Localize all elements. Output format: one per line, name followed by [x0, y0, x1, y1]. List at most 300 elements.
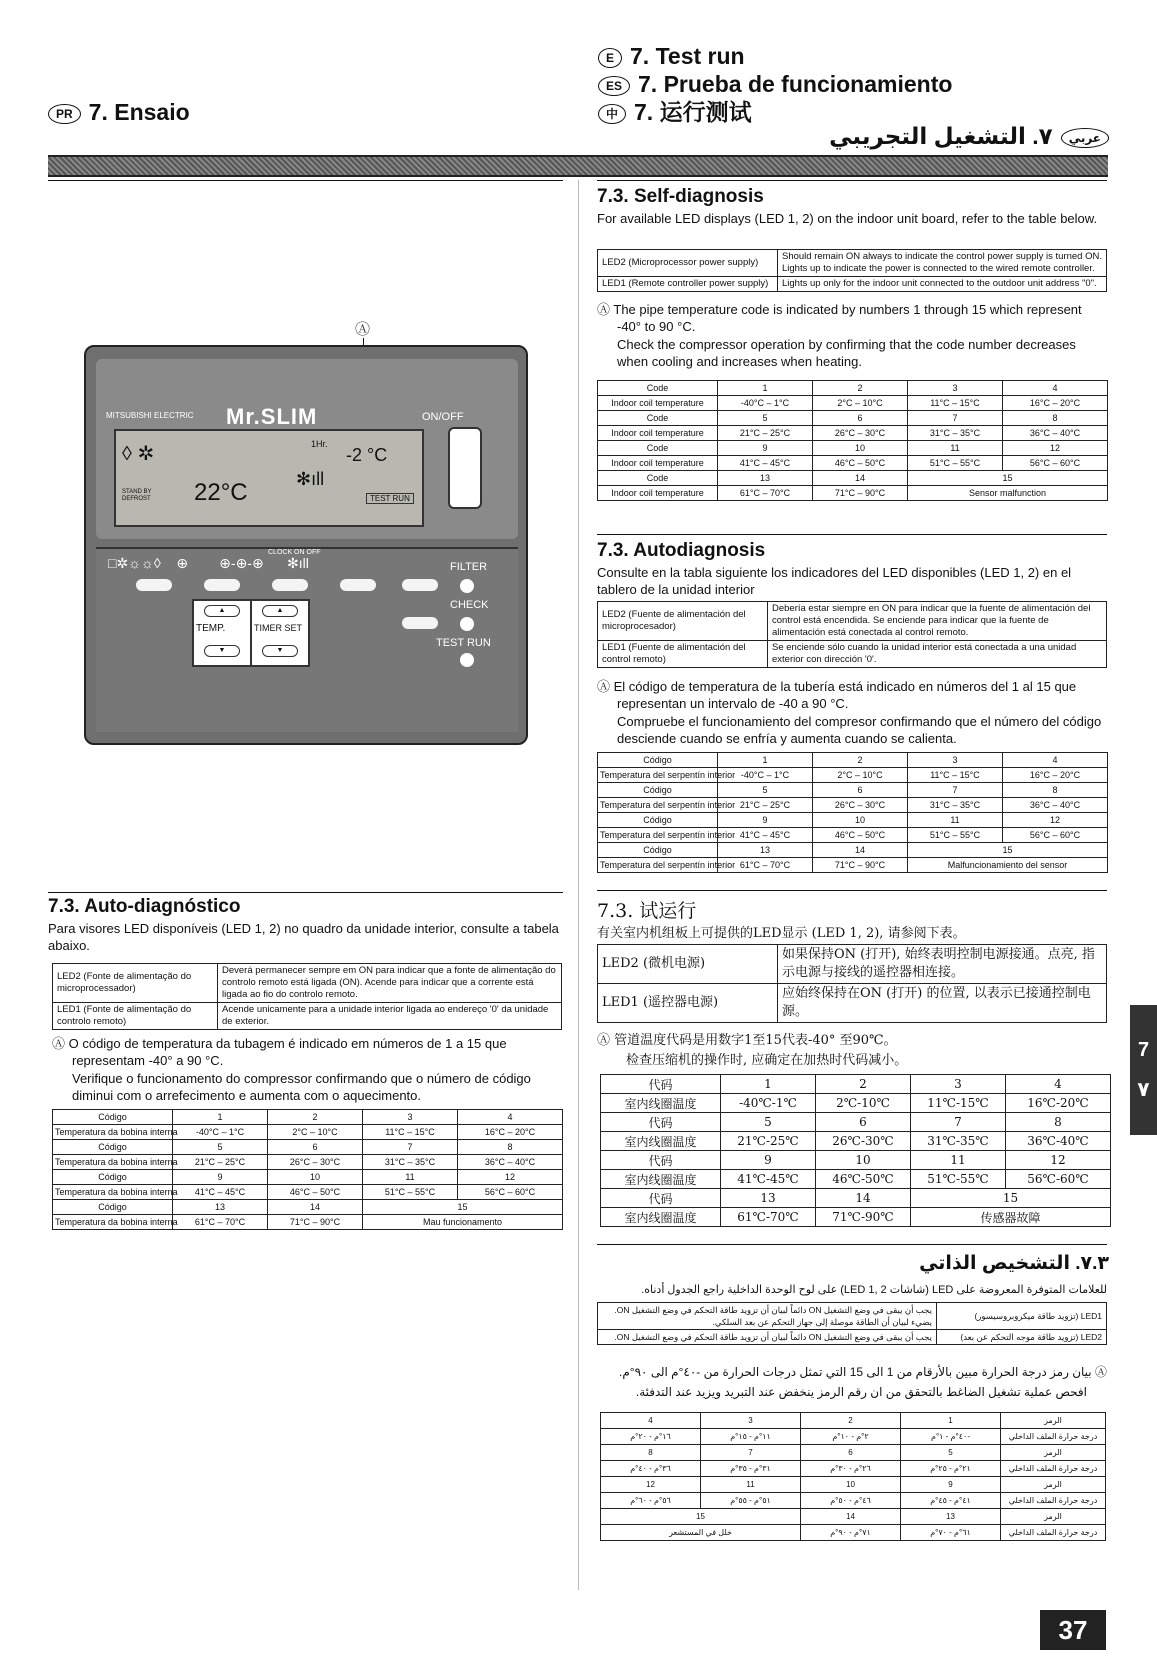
- code-label: Código: [53, 1170, 173, 1185]
- temp-range-cell: 36°C – 40°C: [1003, 426, 1108, 441]
- table-row: [598, 843, 1108, 858]
- temp-label: Temperatura del serpentín interior: [598, 768, 718, 783]
- mode-icon-row: □✲☼☼◊ ⊕ ⊕-⊕-⊕ ✻ıll: [108, 555, 309, 571]
- title-ch: 7. 运行测试: [634, 99, 752, 125]
- table-row: [598, 828, 1108, 843]
- lang-mark-ch: 中: [598, 104, 626, 124]
- zh-led-table: [597, 944, 1107, 1023]
- pt-note1: Ⓐ O código de temperatura da tubagem é indicado em números de 1 a 15 que representam -40° a 90 °C.: [52, 1036, 507, 1068]
- temp-label: 室内线圈温度: [601, 1094, 721, 1113]
- led-name: LED1 (Fuente de alimentación del control remoto): [598, 641, 768, 668]
- code-cell: 12: [1003, 813, 1108, 828]
- timer-set-label: TIMER SET: [254, 623, 303, 633]
- temp-range-cell: 71°C – 90°C: [813, 858, 908, 873]
- code-cell: 7: [908, 411, 1003, 426]
- en-note1: Ⓐ The pipe temperature code is indicated by numbers 1 through 15 which represent -40° to 90 °C.: [597, 302, 1082, 334]
- code-cell: 8: [1003, 411, 1108, 426]
- temp-range-cell: 2℃-10℃: [816, 1094, 911, 1113]
- code-label: Código: [53, 1110, 173, 1125]
- table-row: [598, 641, 1107, 668]
- en-note2: Check the compressor operation by confirming that the code number decreases when cooling and increases when heating.: [617, 337, 1076, 369]
- table-row: [598, 1330, 1107, 1345]
- lang-mark-ar: عربي: [1061, 128, 1109, 148]
- temp-range-cell: ٢١°م - ٢٥°م: [901, 1461, 1001, 1477]
- rule-ar: [597, 1244, 1107, 1245]
- temp-range-cell: 51℃-55℃: [911, 1170, 1006, 1189]
- remote-lower-panel: [96, 547, 518, 732]
- led-name: LED1 (遥控器电源): [598, 984, 778, 1023]
- temp-range-cell: 46°C – 50°C: [813, 456, 908, 471]
- header-ar: [829, 122, 1109, 150]
- clock-label: CLOCK ON OFF: [268, 549, 321, 556]
- led-desc: Debería estar siempre en ON para indicar que la fuente de alimentación del control está encendida. Se enciende para indicar que la fuente de alimentación está conectada al control remoto.: [768, 602, 1107, 641]
- code-cell: 10: [816, 1151, 911, 1170]
- code-cell: 14: [268, 1200, 363, 1215]
- temp-range-cell: 26°C – 30°C: [268, 1155, 363, 1170]
- temp-range-cell: 46°C – 50°C: [813, 828, 908, 843]
- table-row: [53, 1125, 563, 1140]
- temp-range-cell: 56℃-60℃: [1006, 1170, 1111, 1189]
- code-label: Code: [598, 441, 718, 456]
- temp-range-cell: ٢°م - ١٠°م: [801, 1429, 901, 1445]
- code-cell: 11: [701, 1477, 801, 1493]
- temp-range-cell: ٥٦°م - ٦٠°م: [601, 1493, 701, 1509]
- lcd-screen: [114, 429, 424, 527]
- header-bar: [48, 155, 1108, 177]
- ar-intro: للعلامات المتوفرة المعروضة على LED (شاشات LED 1, 2) على لوح الوحدة الداخلية راجع الجدول أدناه.: [641, 1284, 1107, 1296]
- code-cell: 3: [363, 1110, 458, 1125]
- table-row: [598, 396, 1108, 411]
- lcd-test-run: TEST RUN: [366, 493, 414, 504]
- code-cell: 3: [908, 381, 1003, 396]
- temp-range-cell: 26°C – 30°C: [813, 798, 908, 813]
- code-label: Código: [598, 843, 718, 858]
- table-row: [598, 456, 1108, 471]
- pt-code-table: [52, 1109, 563, 1230]
- ar-note2: افحص عملية تشغيل الضاغط بالتحقق من ان رقم الرمز ينخفض عند التبريد ويزيد عند التدفئة.: [635, 1385, 1087, 1399]
- temp-range-cell: 41°C – 45°C: [718, 456, 813, 471]
- temp-range-cell: -٤٠°م - ١°م: [901, 1429, 1001, 1445]
- code-cell: 6: [816, 1113, 911, 1132]
- code-cell: 5: [721, 1113, 816, 1132]
- table-row: [601, 1151, 1111, 1170]
- temp-range-cell: ١١°م - ١٥°م: [701, 1429, 801, 1445]
- onoff-label: ON/OFF: [422, 411, 464, 423]
- rule-left-top: [48, 180, 563, 181]
- remote-upper-panel: [96, 359, 518, 539]
- code-cell: 10: [268, 1170, 363, 1185]
- temp-range-cell: ٤٦°م - ٥٠°م: [801, 1493, 901, 1509]
- led-desc: Acende unicamente para a unidade interior ligada ao endereço '0' da unidade de exterior.: [218, 1003, 562, 1030]
- code-cell: 4: [1006, 1075, 1111, 1094]
- zh-note1: Ⓐ 管道温度代码是用数字1至15代表-40° 至90℃。: [597, 1033, 897, 1048]
- temp-range-cell: 21°C – 25°C: [173, 1155, 268, 1170]
- table-row: [601, 1094, 1111, 1113]
- temp-range-cell: ٤١°م - ٤٥°م: [901, 1493, 1001, 1509]
- temp-range-cell: -40°C – 1°C: [718, 396, 813, 411]
- temp-range-cell: 61°C – 70°C: [718, 858, 813, 873]
- temp-range-cell: 11°C – 15°C: [363, 1125, 458, 1140]
- header-ch: [598, 98, 752, 126]
- led-name: LED2 (Microprocessor power supply): [598, 250, 778, 277]
- temp-range-cell: ٢٦°م - ٣٠°م: [801, 1461, 901, 1477]
- code-cell: 15: [911, 1189, 1111, 1208]
- header-pr: [48, 98, 190, 126]
- code-cell: 13: [718, 471, 813, 486]
- code-cell: 10: [813, 813, 908, 828]
- code-label: Código: [53, 1140, 173, 1155]
- temp-range-cell: 56°C – 60°C: [1003, 828, 1108, 843]
- lang-mark-pr: PR: [48, 104, 81, 124]
- code-label: الرمز: [1001, 1509, 1106, 1525]
- temp-range-cell: 61°C – 70°C: [173, 1215, 268, 1230]
- lang-mark-es: ES: [598, 76, 630, 96]
- code-cell: 9: [173, 1170, 268, 1185]
- filter-label: FILTER: [450, 561, 488, 573]
- code-cell: 4: [601, 1413, 701, 1429]
- timer-onoff-button[interactable]: [272, 579, 308, 591]
- table-row: [601, 1170, 1111, 1189]
- temp-range-cell: 11°C – 15°C: [908, 768, 1003, 783]
- code-cell: 14: [801, 1509, 901, 1525]
- table-row: [598, 813, 1108, 828]
- code-cell: 10: [813, 441, 908, 456]
- table-row: [601, 1132, 1111, 1151]
- en-led-table: [597, 249, 1107, 292]
- code-cell: 2: [801, 1413, 901, 1429]
- test-run-button[interactable]: [460, 653, 474, 667]
- code-cell: 13: [718, 843, 813, 858]
- led-desc: 如果保持ON (打开), 始终表明控制电源接通。点亮, 指示电源与接线的遥控器相连接。: [778, 945, 1107, 984]
- code-label: 代码: [601, 1151, 721, 1170]
- pt-intro: Para visores LED disponíveis (LED 1, 2) no quadro da unidade interior, consulte a tabela abaixo.: [48, 921, 559, 953]
- louver-button[interactable]: [402, 579, 438, 591]
- chapter-side-tab: [1130, 1005, 1157, 1135]
- code-cell: 1: [718, 381, 813, 396]
- table-row: [53, 1155, 563, 1170]
- en-heading: 7.3. Self-diagnosis: [597, 186, 764, 207]
- temp-range-cell: ٣٦°م - ٤٠°م: [601, 1461, 701, 1477]
- table-row: [53, 1215, 563, 1230]
- temp-range-cell: 11℃-15℃: [911, 1094, 1006, 1113]
- malfunction-cell: Sensor malfunction: [908, 486, 1108, 501]
- table-row: [53, 1200, 563, 1215]
- table-row: [598, 486, 1108, 501]
- code-label: Código: [53, 1200, 173, 1215]
- temp-range-cell: 41°C – 45°C: [718, 828, 813, 843]
- temp-range-cell: 56°C – 60°C: [458, 1185, 563, 1200]
- es-code-table: [597, 752, 1108, 873]
- pt-note2: Verifique o funcionamento do compressor confirmando que o número de código diminui com o arrefecimento e aumenta com o aquecimento.: [72, 1071, 531, 1103]
- table-row: [601, 1509, 1106, 1525]
- led-name: LED2 (微机电源): [598, 945, 778, 984]
- code-cell: 11: [908, 441, 1003, 456]
- temp-label: Indoor coil temperature: [598, 456, 718, 471]
- code-cell: 3: [701, 1413, 801, 1429]
- temp-range-cell: 51°C – 55°C: [363, 1185, 458, 1200]
- table-row: [601, 1461, 1106, 1477]
- code-cell: 7: [701, 1445, 801, 1461]
- ar-code-table: [600, 1412, 1106, 1541]
- column-divider: [578, 180, 579, 1590]
- table-row: [598, 798, 1108, 813]
- code-cell: 14: [813, 843, 908, 858]
- code-label: الرمز: [1001, 1413, 1106, 1429]
- table-row: [601, 1075, 1111, 1094]
- table-row: [601, 1525, 1106, 1541]
- es-heading: 7.3. Autodiagnosis: [597, 540, 766, 561]
- temp-range-cell: 36°C – 40°C: [458, 1155, 563, 1170]
- temp-range-cell: 16°C – 20°C: [458, 1125, 563, 1140]
- table-row: [53, 1110, 563, 1125]
- temp-range-cell: ٣١°م - ٣٥°م: [701, 1461, 801, 1477]
- led-name: LED2 (تزويد طاقة موجه التحكم عن بعد): [937, 1330, 1107, 1345]
- table-row: [598, 381, 1108, 396]
- en-code-table: [597, 380, 1108, 501]
- code-label: 代码: [601, 1075, 721, 1094]
- remote-controller: [84, 345, 528, 745]
- temp-range-cell: 56°C – 60°C: [1003, 456, 1108, 471]
- led-desc: Deverá permanecer sempre em ON para indicar que a fonte de alimentação do controlo remoto está ligada (ON). Acende para indicar que a corrente está ligada ao fio do controlo remoto.: [218, 964, 562, 1003]
- code-cell: 13: [901, 1509, 1001, 1525]
- table-row: [53, 1170, 563, 1185]
- temp-label: Temperatura da bobina interna: [53, 1185, 173, 1200]
- es-led-table: [597, 601, 1107, 668]
- code-label: Código: [598, 753, 718, 768]
- table-row: [598, 858, 1108, 873]
- rule-pt: [48, 892, 563, 893]
- check-label: CHECK: [450, 599, 489, 611]
- clock-button[interactable]: [204, 579, 240, 591]
- code-cell: 8: [1003, 783, 1108, 798]
- led-desc: Should remain ON always to indicate the control power supply is turned ON. Lights up to indicate the power is connected to the wired remote controller.: [778, 250, 1107, 277]
- temp-range-cell: 41°C – 45°C: [173, 1185, 268, 1200]
- code-cell: 10: [801, 1477, 901, 1493]
- temp-label: 室内线圈温度: [601, 1170, 721, 1189]
- led-name: LED2 (Fonte de alimentação do microprocessador): [53, 964, 218, 1003]
- temp-range-cell: -40℃-1℃: [721, 1094, 816, 1113]
- code-cell: 8: [458, 1140, 563, 1155]
- title-es: 7. Prueba de funcionamiento: [638, 71, 953, 97]
- zh-code-table: [600, 1074, 1111, 1227]
- temp-label: Temperatura del serpentín interior: [598, 798, 718, 813]
- table-row: [53, 1185, 563, 1200]
- led-desc: Se enciende sólo cuando la unidad interior está conectada a una unidad exterior con dirección '0'.: [768, 641, 1107, 668]
- code-cell: 3: [908, 753, 1003, 768]
- table-row: [601, 1413, 1106, 1429]
- temp-label: Temperatura del serpentín interior: [598, 828, 718, 843]
- mode-button[interactable]: [136, 579, 172, 591]
- code-cell: 6: [801, 1445, 901, 1461]
- code-cell: 7: [363, 1140, 458, 1155]
- timer-up-button[interactable]: ▲: [262, 605, 298, 617]
- table-row: [598, 984, 1107, 1023]
- temp-range-cell: 61°C – 70°C: [718, 486, 813, 501]
- code-cell: 11: [911, 1151, 1006, 1170]
- table-row: [598, 471, 1108, 486]
- table-row: [598, 426, 1108, 441]
- code-cell: 8: [1006, 1113, 1111, 1132]
- code-cell: 14: [813, 471, 908, 486]
- temp-label: درجة حرارة الملف الداخلي: [1001, 1429, 1106, 1445]
- code-cell: 15: [908, 471, 1108, 486]
- temp-label: Temperatura del serpentín interior: [598, 858, 718, 873]
- temp-range-cell: 31℃-35℃: [911, 1132, 1006, 1151]
- table-row: [601, 1429, 1106, 1445]
- standby-label: STAND BY DEFROST: [122, 489, 152, 502]
- table-row: [601, 1189, 1111, 1208]
- temp-range-cell: 46°C – 50°C: [268, 1185, 363, 1200]
- temp-range-cell: 31°C – 35°C: [908, 798, 1003, 813]
- test-run-label: TEST RUN: [436, 637, 491, 649]
- table-row: [601, 1208, 1111, 1227]
- header-es: [598, 70, 952, 98]
- code-cell: 5: [718, 783, 813, 798]
- code-cell: 2: [268, 1110, 363, 1125]
- temp-label: Temperatura da bobina interna: [53, 1215, 173, 1230]
- temp-down-button[interactable]: ▼: [204, 645, 240, 657]
- code-label: Código: [598, 783, 718, 798]
- pt-led-table: [52, 963, 562, 1030]
- ar-heading: ٧.٣. التشخيص الذاتي: [919, 1253, 1109, 1274]
- malfunction-cell: Mau funcionamento: [363, 1215, 563, 1230]
- table-row: [601, 1477, 1106, 1493]
- table-row: [598, 250, 1107, 277]
- code-cell: 15: [601, 1509, 801, 1525]
- temp-label: 室内线圈温度: [601, 1208, 721, 1227]
- ar-led-table: [597, 1302, 1107, 1345]
- temp-range-cell: 26℃-30℃: [816, 1132, 911, 1151]
- onoff-button[interactable]: [448, 427, 482, 509]
- table-row: [598, 783, 1108, 798]
- temp-range-cell: ١٦°م - ٢٠°م: [601, 1429, 701, 1445]
- temp-label: Indoor coil temperature: [598, 426, 718, 441]
- code-cell: 4: [458, 1110, 563, 1125]
- code-cell: 7: [911, 1113, 1006, 1132]
- table-row: [598, 441, 1108, 456]
- temp-range-cell: 16°C – 20°C: [1003, 768, 1108, 783]
- code-cell: 8: [601, 1445, 701, 1461]
- mode-icons: ◊ ✲: [122, 443, 155, 465]
- temp-label: Temperatura da bobina interna: [53, 1155, 173, 1170]
- table-row: [53, 964, 562, 1003]
- code-label: Code: [598, 411, 718, 426]
- temp-display: 22°C: [194, 479, 248, 506]
- code-cell: 1: [718, 753, 813, 768]
- brand-mrslim: Mr.SLIM: [226, 404, 318, 429]
- table-row: [601, 1493, 1106, 1509]
- key-divider: [250, 601, 252, 665]
- code-cell: 14: [816, 1189, 911, 1208]
- code-cell: 9: [718, 813, 813, 828]
- temp-range-cell: 2°C – 10°C: [813, 768, 908, 783]
- table-row: [598, 277, 1107, 292]
- code-cell: 1: [901, 1413, 1001, 1429]
- code-cell: 13: [173, 1200, 268, 1215]
- temp-range-cell: -40°C – 1°C: [718, 768, 813, 783]
- temp-label: Indoor coil temperature: [598, 396, 718, 411]
- temp-timer-keys: [192, 599, 310, 667]
- code-label: الرمز: [1001, 1477, 1106, 1493]
- table-row: [598, 753, 1108, 768]
- filter-button[interactable]: [460, 579, 474, 593]
- code-cell: 6: [813, 783, 908, 798]
- malfunction-cell: 传感器故障: [911, 1208, 1111, 1227]
- temp-range-cell: 21°C – 25°C: [718, 426, 813, 441]
- table-row: [53, 1140, 563, 1155]
- code-cell: 4: [1003, 753, 1108, 768]
- pt-heading: 7.3. Auto-diagnóstico: [48, 896, 241, 917]
- code-cell: 12: [1006, 1151, 1111, 1170]
- code-cell: 6: [268, 1140, 363, 1155]
- temp-range-cell: 71℃-90℃: [816, 1208, 911, 1227]
- code-cell: 7: [908, 783, 1003, 798]
- chapter-side-tab-text: 7 ٧: [1137, 1039, 1150, 1101]
- led-desc: يجب أن يبقى في وضع التشغيل ON دائماً لبيان أن تزويد طاقة التحكم في وضع التشغيل ON.: [598, 1330, 937, 1345]
- code-label: 代码: [601, 1113, 721, 1132]
- code-cell: 12: [458, 1170, 563, 1185]
- callout-a: Ⓐ: [355, 321, 371, 338]
- temp-range-cell: 71°C – 90°C: [813, 486, 908, 501]
- temp-range-cell: ٦١°م - ٧٠°م: [901, 1525, 1001, 1541]
- temp-label: 室内线圈温度: [601, 1132, 721, 1151]
- temp-range-cell: 21°C – 25°C: [718, 798, 813, 813]
- temp-label: درجة حرارة الملف الداخلي: [1001, 1525, 1106, 1541]
- check-indicator: [460, 617, 474, 631]
- table-row: [598, 768, 1108, 783]
- temp-label: درجة حرارة الملف الداخلي: [1001, 1461, 1106, 1477]
- temp-range-cell: 36°C – 40°C: [1003, 798, 1108, 813]
- temp-range-cell: 71°C – 90°C: [268, 1215, 363, 1230]
- brand-mitsubishi: MITSUBISHI ELECTRIC: [106, 411, 194, 420]
- ar-note1: Ⓐ بيان رمز درجة الحرارة مبين بالأرقام من 1 الى 15 التي تمثل درجات الحرارة من -٤٠°م الى ٩٠°م.: [619, 1365, 1107, 1379]
- malfunction-cell: خلل في المستشعر: [601, 1525, 801, 1541]
- code-cell: 9: [901, 1477, 1001, 1493]
- zh-note2: 检查压缩机的操作时, 应确定在加热时代码减小。: [626, 1053, 908, 1068]
- code-label: 代码: [601, 1189, 721, 1208]
- fan-button[interactable]: [340, 579, 376, 591]
- code-cell: 4: [1003, 381, 1108, 396]
- code-cell: 5: [173, 1140, 268, 1155]
- code-cell: 12: [601, 1477, 701, 1493]
- temp-range-cell: ٥١°م - ٥٥°م: [701, 1493, 801, 1509]
- title-e: 7. Test run: [630, 43, 745, 69]
- code-display: -2 °C: [346, 445, 388, 465]
- temp-range-cell: 2°C – 10°C: [813, 396, 908, 411]
- code-cell: 11: [363, 1170, 458, 1185]
- temp-range-cell: 61℃-70℃: [721, 1208, 816, 1227]
- temp-range-cell: 2°C – 10°C: [268, 1125, 363, 1140]
- temp-up-button[interactable]: ▲: [204, 605, 240, 617]
- led-name: LED1 (تزويد طاقة ميكروبروسيسور): [937, 1303, 1107, 1330]
- code-cell: 13: [721, 1189, 816, 1208]
- es-intro: Consulte en la tabla siguiente los indicadores del LED disponibles (LED 1, 2) en el tablero de la unidad interior: [597, 565, 1072, 597]
- code-cell: 9: [718, 441, 813, 456]
- led-name: LED1 (Remote controller power supply): [598, 277, 778, 292]
- rule-es: [597, 534, 1107, 535]
- title-ar: ٧. التشغيل التجريبي: [829, 123, 1053, 149]
- code-label: Código: [598, 813, 718, 828]
- title-pr: 7. Ensaio: [88, 99, 190, 125]
- led-name: LED2 (Fuente de alimentación del microprocesador): [598, 602, 768, 641]
- temp-label: Temperatura da bobina interna: [53, 1125, 173, 1140]
- table-row: [598, 1303, 1107, 1330]
- code-cell: 5: [718, 411, 813, 426]
- temp-label: درجة حرارة الملف الداخلي: [1001, 1493, 1106, 1509]
- check-button[interactable]: [402, 617, 438, 629]
- code-cell: 2: [813, 753, 908, 768]
- timer-down-button[interactable]: ▼: [262, 645, 298, 657]
